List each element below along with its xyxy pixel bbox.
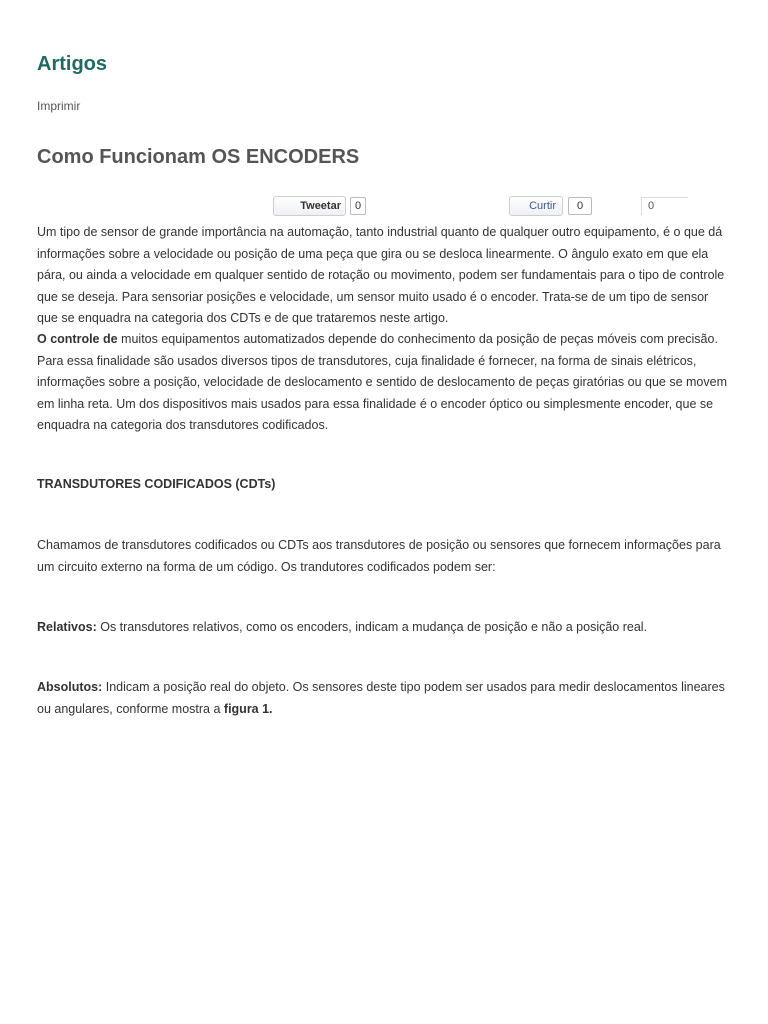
subheading-cdts: TRANSDUTORES CODIFICADOS (CDTs) <box>37 477 276 491</box>
like-button-label: Curtir <box>529 200 556 212</box>
print-link[interactable]: Imprimir <box>37 99 81 113</box>
relative-definition <box>37 617 731 639</box>
section-title: Artigos <box>37 53 107 75</box>
tweet-count: 0 <box>350 197 366 215</box>
relative-label: Relativos: <box>37 620 97 634</box>
absolute-definition <box>37 677 731 720</box>
plus-count[interactable]: 0 <box>641 197 688 215</box>
paragraph-3-text: Chamamos de transdutores codificados ou CDTs aos transdutores de posição ou sensores que fornecem informações para um circuito externo na forma de um código. Os trandutores codificados podem ser: <box>37 538 721 574</box>
tweet-button[interactable] <box>273 196 346 216</box>
absolute-text: Indicam a posição real do objeto. Os sensores deste tipo podem ser usados para medir deslocamentos lineares ou angulares, conforme mostra a <box>37 680 725 716</box>
share-bar <box>37 196 731 216</box>
paragraph-1-text: Um tipo de sensor de grande importância na automação, tanto industrial quanto de qualquer outro equipamento, é o que dá informações sobre a velocidade ou posição de uma peça que gira ou se desloca linearmente. O ângulo exato em que ela pára, ou ainda a velocidade em qualquer sentido de rotação ou movimento, podem ser fundamentais para o tipo de controle que se deseja. Para sensoriar posições e velocidade, um sensor muito usado é o encoder. Trata-se de um tipo de sensor que se enquadra na categoria dos CDTs e de que trataremos neste artigo. <box>37 225 725 325</box>
figure-reference: figura 1. <box>223 701 273 716</box>
like-button[interactable] <box>509 196 563 216</box>
article-paragraph-2 <box>37 329 731 437</box>
article-title: Como Funcionam OS ENCODERS <box>37 146 360 168</box>
like-count: 0 <box>568 197 592 215</box>
article-paragraph-3 <box>37 535 731 578</box>
tweet-button-label: Tweetar <box>300 200 341 212</box>
relative-text: Os transdutores relativos, como os encoders, indicam a mudança de posição e não a posição real. <box>96 620 648 634</box>
paragraph-2-text: muitos equipamentos automatizados depende do conhecimento da posição de peças móveis com precisão. Para essa finalidade são usados diversos tipos de transdutores, cuja finalidade é fornecer, na forma de sinais elétricos, informações sobre a posição, velocidade de deslocamento e sentido de deslocamento de peças giratórias ou que se movem em linha reta. Um dos dispositivos mais usados para essa finalidade é o encoder óptico ou simplesmente encoder, que se enquadra na categoria dos transdutores codificados. <box>37 332 727 432</box>
absolute-label: Absolutos: <box>37 680 103 694</box>
article-paragraph-1 <box>37 222 731 330</box>
paragraph-2-lead: O controle de <box>37 332 118 346</box>
